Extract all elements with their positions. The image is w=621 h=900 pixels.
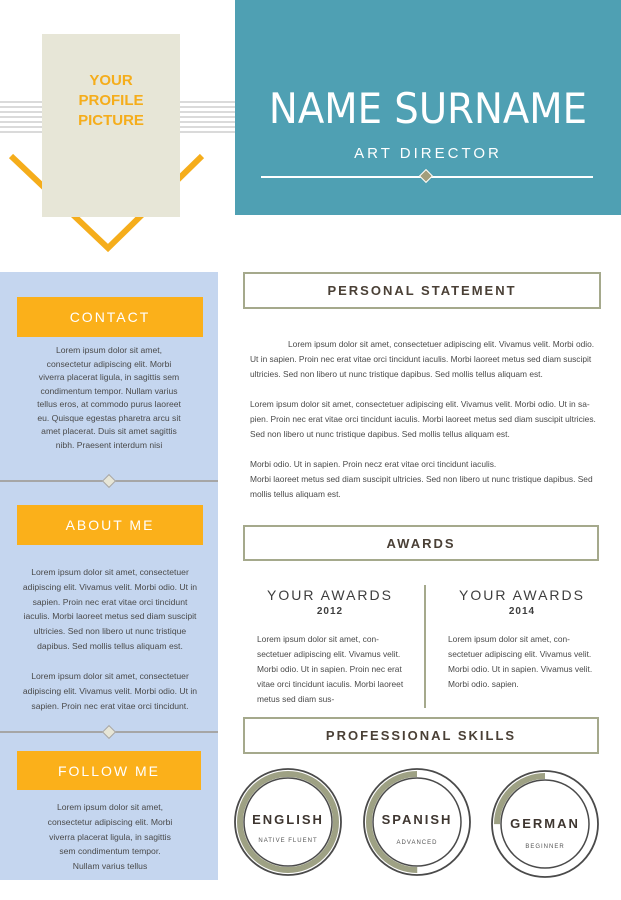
follow-text: Lorem ipsum dolor sit amet, consectetur adipiscing elit. Morbi viverra placerat ligula, in sagittis sem condimentum tempor. Nullam varius tellus	[47, 802, 173, 872]
skill-german	[491, 770, 599, 878]
skill-spanish	[363, 768, 471, 876]
contact-text: Lorem ipsum dolor sit amet, consectetur adipiscing elit. Morbi viverra placerat ligula, in sagittis sem condimentum tempor. Nullam varius tellus eros, at commodo purus laoreet eu. Quisque egestas pharetra arcu sit amet placerat. Duis sit amet sagittis nibh. Praesent interdum nisi	[37, 345, 181, 450]
award-text: Lorem ipsum dolor sit amet, con-sectetuer adipiscing elit. Vivamus velit. Morbi odio. Ut in sapien. Vivamus velit. Morbi odio. sapien.	[448, 634, 593, 689]
skills-heading: PROFESSIONAL SKILLS	[243, 717, 599, 754]
contact-heading: CONTACT	[17, 297, 203, 337]
skill-level: NATIVE FLUENT	[258, 838, 318, 844]
job-title: ART DIRECTOR	[354, 145, 502, 162]
profile-picture-label: YOUR PROFILE PICTURE	[78, 71, 144, 129]
about-heading: ABOUT ME	[17, 505, 203, 545]
statement-paragraph: Lorem ipsum dolor sit amet, consectetuer adipiscing elit. Vivamus velit. Morbi odio. Ut in sapien. Proin nec erat vitae orci tincidunt iaculis. Morbi laoreet metus sed diam suscipit ultricies. Sed non libero ut nunc tristique dapibus. Sed mollis tellus aliquam est.	[250, 339, 595, 379]
name-title: NAME SURNAME	[268, 84, 588, 133]
skill-language: SPANISH	[381, 812, 453, 827]
diamond-icon	[419, 169, 433, 183]
about-text: Lorem ipsum dolor sit amet, consectetuer adipiscing elit. Vivamus velit. Morbi odio. Ut in sapien. Proin nec erat vitae orci tincidunt.	[22, 671, 198, 711]
awards-divider	[424, 585, 426, 708]
statement-paragraph: Morbi laoreet metus sed diam suscipit ultricies. Sed non libero ut nunc tristique dapibus. Sed mollis tellus aliquam est.	[250, 474, 593, 499]
skill-english	[234, 768, 342, 876]
follow-heading: FOLLOW ME	[17, 751, 201, 790]
header-banner	[235, 0, 621, 215]
personal-statement-heading: PERSONAL STATEMENT	[243, 272, 601, 309]
about-text: Lorem ipsum dolor sit amet, consectetuer adipiscing elit. Vivamus velit. Morbi odio. Ut in sapien. Proin nec erat vitae orci tincidunt iaculis. Morbi laoreet metus sed diam suscipit ultricies. Sed non libero ut nunc tristique dapibus. Sed mollis tellus aliquam est.	[22, 567, 198, 651]
skill-level: ADVANCED	[396, 840, 438, 846]
skill-level: BEGINNER	[525, 844, 565, 850]
award-year: 2014	[508, 606, 536, 617]
statement-paragraph: Morbi odio. Ut in sapien. Proin necz erat vitae orci tincidunt iaculis.	[250, 459, 497, 469]
statement-paragraph: Lorem ipsum dolor sit amet, consectetuer adipiscing elit. Vivamus velit. Morbi odio. Ut in sa-pien. Proin nec erat vitae orci tincidunt iaculis. Morbi laoreet metus sed diam suscipit ultricies. Sed non libero ut nunc tristique dapibus. Sed mollis tellus aliquam est.	[250, 399, 596, 439]
profile-picture-placeholder[interactable]	[42, 34, 180, 217]
award-title: YOUR AWARDS	[459, 587, 585, 603]
awards-heading: AWARDS	[243, 525, 599, 561]
award-year: 2012	[316, 606, 344, 617]
award-text: Lorem ipsum dolor sit amet, con-sectetuer adipiscing elit. Vivamus velit. Morbi odio. Ut in sapien. Proin nec erat vitae orci tincidunt iaculis. Morbi laoreet metus sed diam sus-	[257, 634, 404, 704]
award-title: YOUR AWARDS	[267, 587, 393, 603]
skill-language: GERMAN	[510, 816, 580, 831]
skill-language: ENGLISH	[252, 812, 324, 827]
